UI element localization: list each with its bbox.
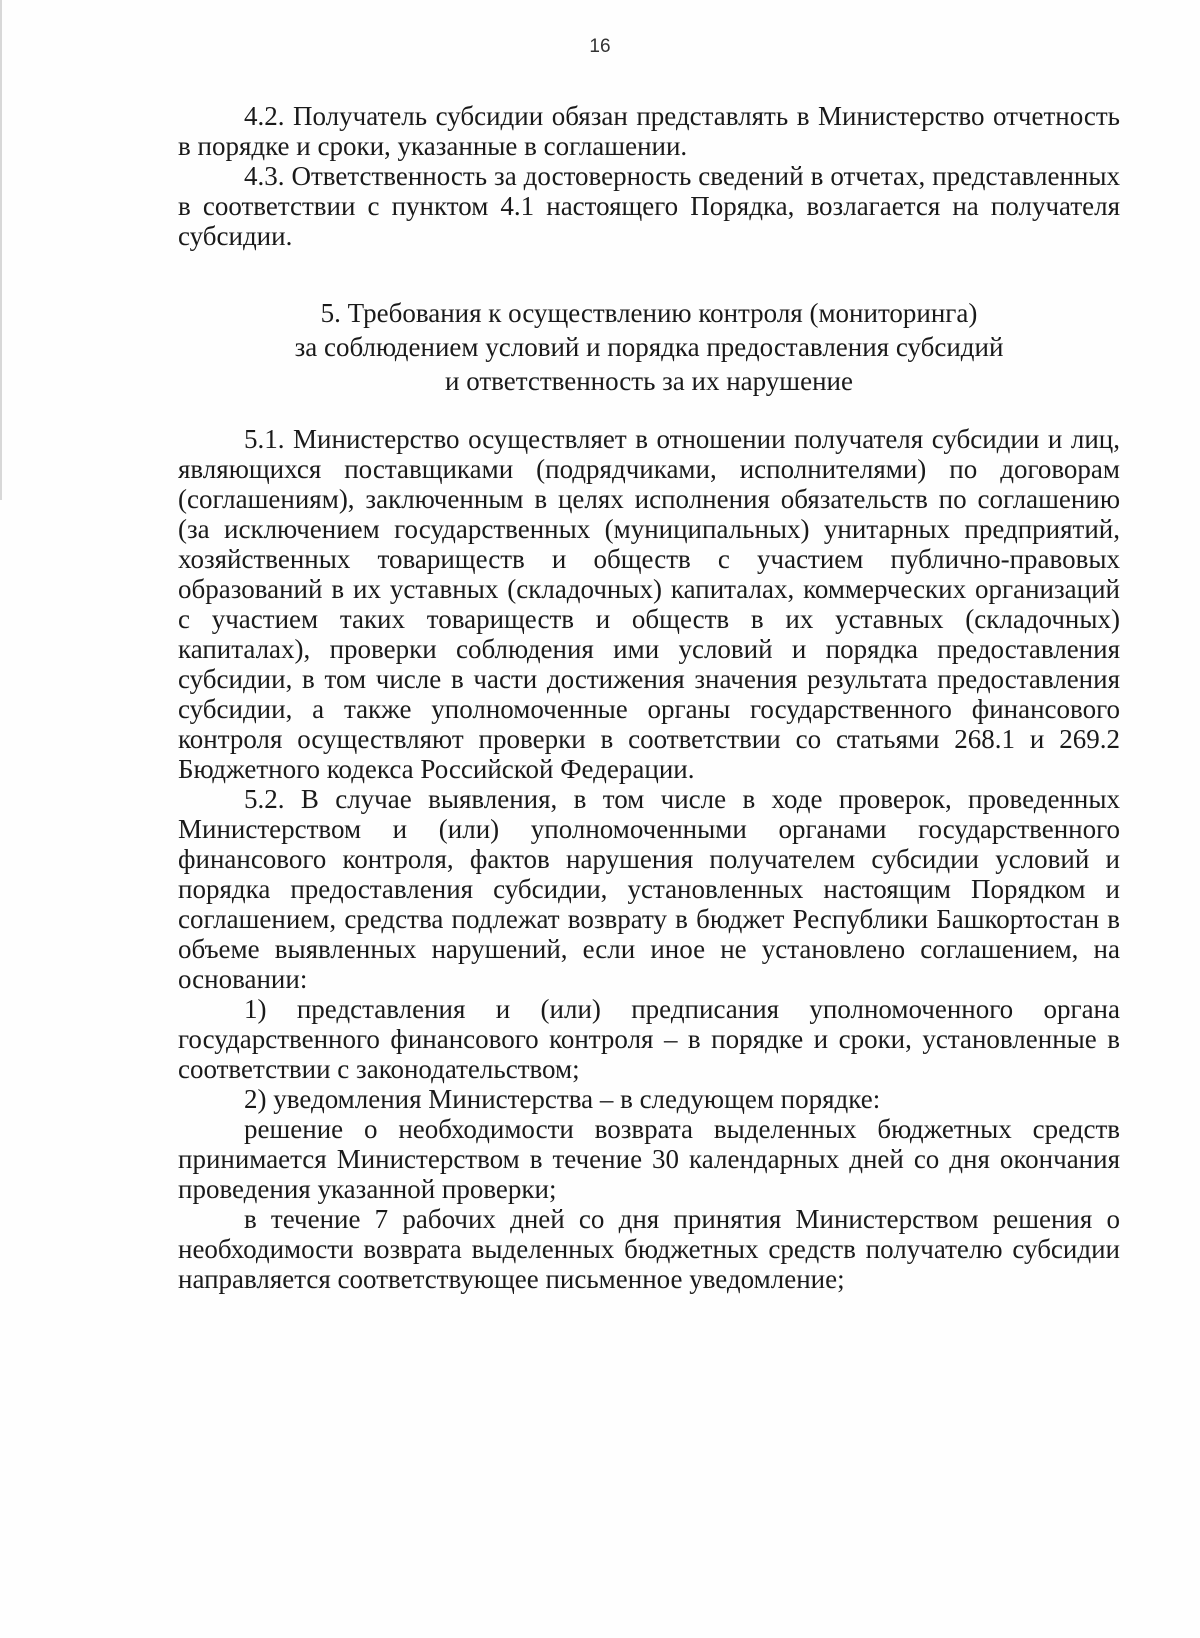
section-heading bbox=[178, 296, 1120, 398]
paragraph-5-2: 5.2. В случае выявления, в том числе в ходе проверок, проведенных Министерством и (или) уполномоченными органами государственного финансового контроля, фактов нарушения получателем субсидии условий и порядка предоставления субсидии, установленных настоящим Порядком и соглашением, средства подлежат возврату в бюджет Республики Башкортостан в объеме выявленных нарушений, если иное не установлено соглашением, на основании: bbox=[178, 784, 1120, 994]
paragraph-5-2-item-2: 2) уведомления Министерства – в следующем порядке: bbox=[244, 1084, 881, 1114]
paragraph-5-2-item-1: 1) представления и (или) предписания уполномоченного органа государственного финансового контроля – в порядке и сроки, установленные в соответствии с законодательством; bbox=[178, 994, 1120, 1084]
paragraph-4-3: 4.3. Ответственность за достоверность сведений в отчетах, представленных в соответствии с пунктом 4.1 настоящего Порядка, возлагается на получателя субсидии. bbox=[178, 161, 1120, 251]
paragraph-5-1: 5.1. Министерство осуществляет в отношении получателя субсидии и лиц, являющихся поставщиками (подрядчиками, исполнителями) по договорам (соглашениям), заключенным в целях исполнения обязательств по соглашению (за исключением государственных (муниципальных) унитарных предприятий, хозяйственных товариществ и обществ с участием публично-правовых образований в их уставных (складочных) капиталах, коммерческих организаций с участием таких товариществ и обществ в их уставных (складочных) капиталах), проверки соблюдения ими условий и порядка предоставления субсидии, в том числе в части достижения значения результата предоставления субсидии, а также уполномоченные органы государственного финансового контроля осуществляют проверки в соответствии со статьями 268.1 и 269.2 Бюджетного кодекса Российской Федерации. bbox=[178, 424, 1120, 784]
paragraph-4-2: 4.2. Получатель субсидии обязан представлять в Министерство отчетность в порядке и сроки, указанные в соглашении. bbox=[178, 101, 1120, 161]
section-text-block bbox=[178, 424, 1120, 1294]
section-heading-line-3: и ответственность за их нарушение bbox=[445, 366, 853, 396]
paragraph-decision: решение о необходимости возврата выделенных бюджетных средств принимается Министерством в течение 30 календарных дней со дня окончания проведения указанной проверки; bbox=[178, 1114, 1120, 1204]
page-number: 16 bbox=[589, 36, 611, 57]
section-heading-line-1: 5. Требования к осуществлению контроля (мониторинга) bbox=[320, 298, 978, 328]
scan-edge-mark bbox=[0, 0, 2, 500]
intro-text-block bbox=[178, 101, 1120, 251]
paragraph-notification: в течение 7 рабочих дней со дня принятия Министерством решения о необходимости возврата выделенных бюджетных средств получателю субсидии направляется соответствующее письменное уведомление; bbox=[178, 1204, 1120, 1294]
section-heading-line-2: за соблюдением условий и порядка предоставления субсидий bbox=[294, 332, 1004, 362]
